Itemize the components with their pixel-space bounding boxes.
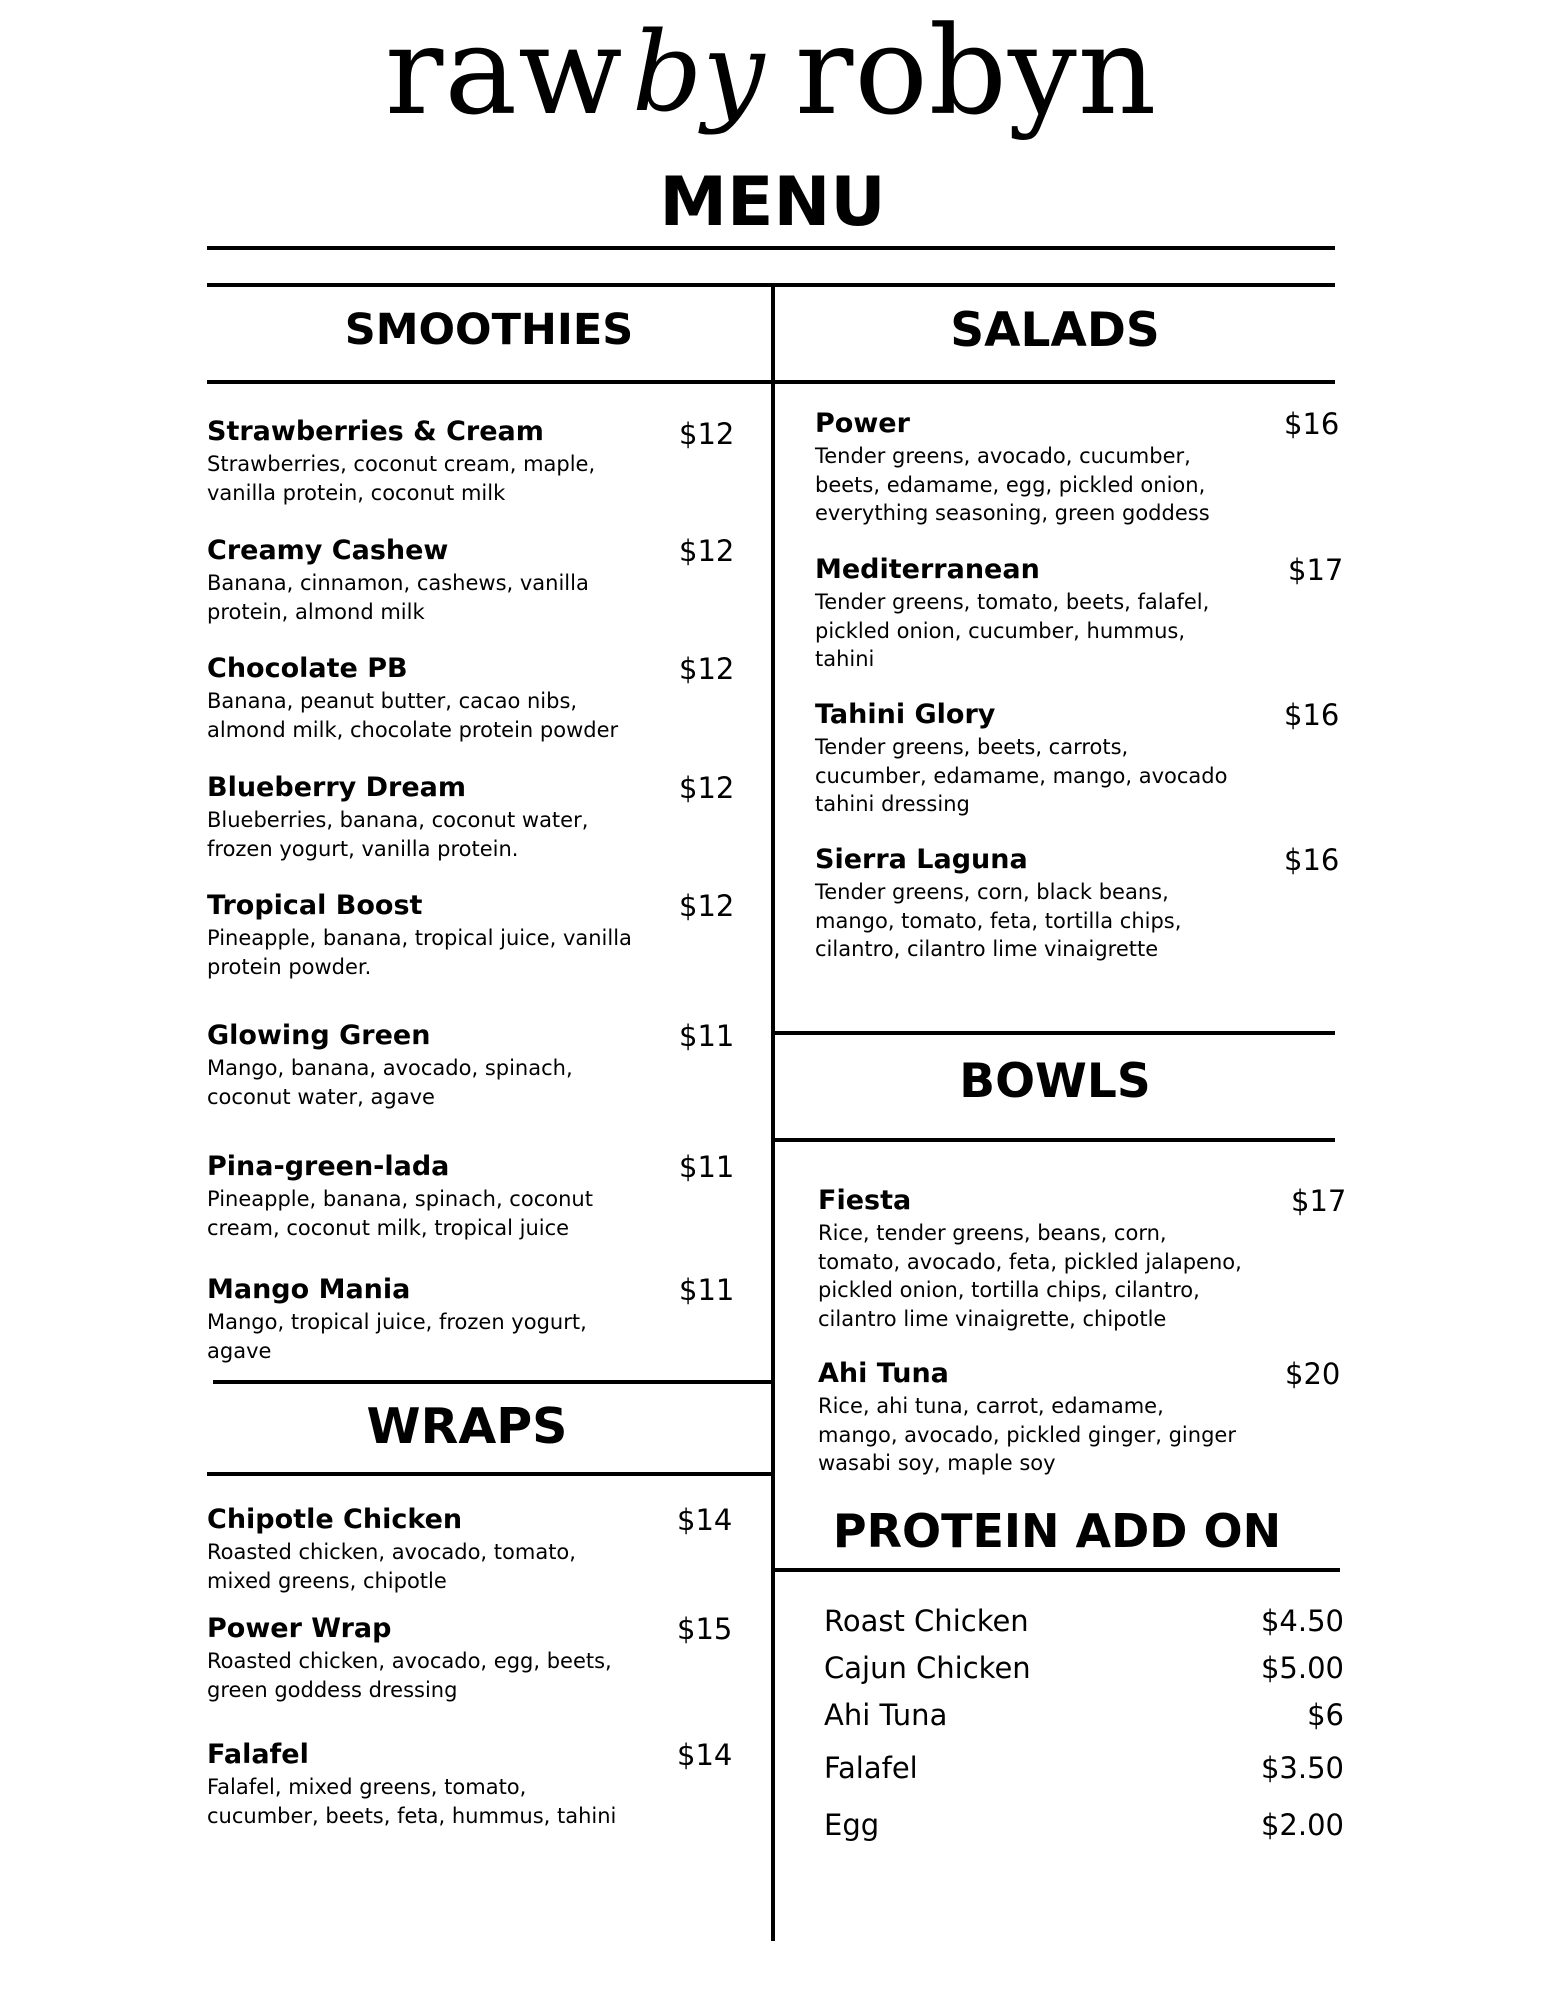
bowls-title: BOWLS <box>959 1054 1151 1109</box>
addon-name: Falafel <box>824 1751 918 1785</box>
item-name: Glowing Green <box>207 1020 431 1051</box>
addon-name: Egg <box>824 1808 880 1842</box>
item-price: $11 <box>679 1273 735 1307</box>
item-name: Strawberries & Cream <box>207 416 544 447</box>
item-price: $14 <box>677 1503 733 1537</box>
item-name: Falafel <box>207 1739 309 1770</box>
item-name: Pina-green-lada <box>207 1151 450 1182</box>
salad-item-4 <box>815 843 1340 964</box>
item-name: Creamy Cashew <box>207 535 449 566</box>
item-desc: Mango, tropical juice, frozen yogurt, agave <box>207 1310 587 1363</box>
bowl-item-2 <box>818 1357 1343 1478</box>
logo-word-robyn: robyn <box>795 0 1158 142</box>
bowls-rule-bottom <box>771 1138 1335 1142</box>
item-desc: Rice, ahi tuna, carrot, edamame, mango, avocado, pickled ginger, ginger wasabi soy, maple soy <box>818 1394 1236 1475</box>
item-desc: Banana, peanut butter, cacao nibs, almond milk, chocolate protein powder <box>207 689 619 742</box>
item-name: Chocolate PB <box>207 653 408 684</box>
item-desc: Banana, cinnamon, cashews, vanilla protein, almond milk <box>207 571 589 624</box>
wrap-item-1 <box>207 1503 733 1595</box>
item-name: Tropical Boost <box>207 890 423 921</box>
item-price: $12 <box>679 534 735 568</box>
item-name: Chipotle Chicken <box>207 1504 463 1535</box>
smoothie-item-5 <box>207 889 735 981</box>
item-desc: Mango, banana, avocado, spinach, coconut water, agave <box>207 1056 573 1109</box>
item-desc: Blueberries, banana, coconut water, frozen yogurt, vanilla protein. <box>207 808 589 861</box>
item-price: $15 <box>677 1612 733 1646</box>
item-price: $14 <box>677 1738 733 1772</box>
smoothie-item-8 <box>207 1273 735 1365</box>
item-name: Ahi Tuna <box>818 1358 949 1389</box>
smoothie-item-1 <box>207 415 735 507</box>
item-desc: Tender greens, corn, black beans, mango, tomato, feta, tortilla chips, cilantro, cilantro lime vinaigrette <box>815 880 1182 961</box>
item-desc: Strawberries, coconut cream, maple, vanilla protein, coconut milk <box>207 452 596 505</box>
item-price: $12 <box>679 417 735 451</box>
bowl-item-1 <box>818 1184 1347 1333</box>
header-rule-top <box>207 246 1335 250</box>
item-price: $12 <box>679 652 735 686</box>
item-price: $16 <box>1284 843 1340 877</box>
logo-script-by: by <box>632 8 765 136</box>
menu-title: MENU <box>659 163 886 242</box>
wrap-item-2 <box>207 1612 733 1704</box>
salad-item-2 <box>815 553 1344 674</box>
item-desc: Pineapple, banana, spinach, coconut cream, coconut milk, tropical juice <box>207 1187 593 1240</box>
smoothies-rule <box>207 380 773 384</box>
addon-price: $6 <box>1307 1698 1344 1732</box>
item-desc: Pineapple, banana, tropical juice, vanilla protein powder. <box>207 926 632 979</box>
addon-price: $3.50 <box>1260 1751 1344 1785</box>
wrap-item-3 <box>207 1738 733 1830</box>
item-desc: Roasted chicken, avocado, egg, beets, green goddess dressing <box>207 1649 612 1702</box>
item-price: $17 <box>1291 1184 1347 1218</box>
item-price: $12 <box>679 771 735 805</box>
protein-title: PROTEIN ADD ON <box>832 1504 1282 1558</box>
salads-title: SALADS <box>950 303 1160 358</box>
item-price: $20 <box>1285 1357 1341 1391</box>
smoothie-item-6 <box>207 1019 735 1111</box>
item-price: $12 <box>679 889 735 923</box>
item-name: Blueberry Dream <box>207 772 467 803</box>
item-name: Power <box>815 408 910 439</box>
wraps-rule-bottom <box>207 1472 773 1476</box>
addon-name: Roast Chicken <box>824 1604 1029 1638</box>
smoothie-item-2 <box>207 534 735 626</box>
item-desc: Rice, tender greens, beans, corn, tomato, avocado, feta, pickled jalapeno, pickled onion, tortilla chips, cilantro, cilantro lime vinaigrette, chipotle <box>818 1221 1242 1331</box>
item-desc: Tender greens, avocado, cucumber, beets, edamame, egg, pickled onion, everything seasoning, green goddess <box>815 444 1210 525</box>
item-name: Mediterranean <box>815 554 1040 585</box>
salad-item-3 <box>815 698 1340 819</box>
addon-price: $5.00 <box>1260 1651 1344 1685</box>
item-name: Sierra Laguna <box>815 844 1028 875</box>
item-price: $11 <box>679 1019 735 1053</box>
smoothie-item-4 <box>207 771 735 863</box>
wraps-rule-top <box>213 1380 775 1384</box>
item-price: $11 <box>679 1150 735 1184</box>
item-price: $16 <box>1284 407 1340 441</box>
item-name: Tahini Glory <box>815 699 996 730</box>
wraps-title: WRAPS <box>366 1398 568 1455</box>
addon-price: $4.50 <box>1260 1604 1344 1638</box>
item-desc: Roasted chicken, avocado, tomato, mixed greens, chipotle <box>207 1540 576 1593</box>
logo <box>0 0 1545 170</box>
bowls-rule-top <box>771 1031 1335 1035</box>
item-name: Fiesta <box>818 1185 912 1216</box>
item-price: $16 <box>1284 698 1340 732</box>
smoothies-title: SMOOTHIES <box>344 305 634 355</box>
addon-price: $2.00 <box>1260 1808 1344 1842</box>
addon-name: Ahi Tuna <box>824 1698 948 1732</box>
smoothie-item-7 <box>207 1150 735 1242</box>
protein-rule <box>775 1568 1340 1572</box>
smoothie-item-3 <box>207 652 735 744</box>
addon-name: Cajun Chicken <box>824 1651 1031 1685</box>
salads-rule <box>771 380 1335 384</box>
item-desc: Falafel, mixed greens, tomato, cucumber, beets, feta, hummus, tahini <box>207 1775 617 1828</box>
salad-item-1 <box>815 407 1340 528</box>
item-name: Mango Mania <box>207 1274 411 1305</box>
item-price: $17 <box>1288 553 1344 587</box>
logo-word-raw: raw <box>385 0 624 142</box>
item-desc: Tender greens, tomato, beets, falafel, pickled onion, cucumber, hummus, tahini <box>815 590 1210 671</box>
item-name: Power Wrap <box>207 1613 392 1644</box>
item-desc: Tender greens, beets, carrots, cucumber, edamame, mango, avocado tahini dressing <box>815 735 1228 816</box>
column-divider <box>771 286 775 1941</box>
